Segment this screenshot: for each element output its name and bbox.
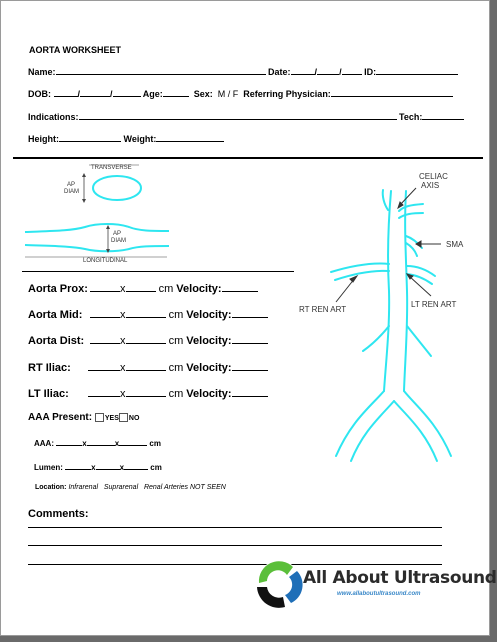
transverse-aorta-ellipse (93, 176, 141, 200)
physician-field[interactable] (331, 87, 453, 97)
aaa-present-row (28, 412, 139, 423)
infrarenal-option[interactable]: Infrarenal (68, 484, 99, 491)
height-row (28, 132, 224, 144)
longitudinal-label: LONGITUDINAL (83, 258, 128, 264)
ap-label: AP (67, 182, 76, 188)
measurement-field-2[interactable] (126, 361, 166, 371)
indications-field[interactable] (79, 110, 397, 120)
unit-cm: cm (168, 335, 184, 347)
measurement-row-aorta-prox (28, 282, 258, 295)
logo-url[interactable]: www.allaboutultrasound.com (337, 591, 421, 597)
lumen-field-1[interactable] (65, 460, 91, 470)
velocity-label: Velocity: (186, 388, 232, 400)
indications-label: Indications: (28, 112, 79, 122)
measurement-label: Aorta Prox: (28, 283, 88, 295)
velocity-field[interactable] (232, 308, 268, 318)
times-sign: x (82, 439, 87, 448)
dob-month-field[interactable] (54, 87, 78, 97)
lumen-label: Lumen: (34, 463, 63, 472)
measurement-field-2[interactable] (126, 387, 166, 397)
name-field[interactable] (56, 65, 266, 75)
times-sign: x (120, 335, 126, 347)
rt-iliac-outer (336, 391, 384, 456)
rt-renal-lower (335, 271, 389, 280)
times-sign: x (120, 388, 126, 400)
diam-label: DIAM (64, 189, 79, 195)
location-label: Location: (35, 484, 67, 491)
lt-renal-arrow-line (409, 276, 431, 296)
lumen-row (34, 460, 162, 472)
velocity-field[interactable] (222, 282, 258, 292)
longitudinal-aorta-upper (25, 224, 169, 232)
sex-options[interactable]: M / F (217, 89, 239, 99)
yes-label: YES (104, 415, 119, 422)
measurement-field-2[interactable] (126, 282, 156, 292)
height-field[interactable] (59, 132, 121, 142)
aaa-field-3[interactable] (119, 436, 147, 446)
measurement-label: RT Iliac: (28, 362, 71, 374)
aorta-measurement-diagram (21, 161, 171, 266)
sma-lower (406, 243, 417, 256)
velocity-label: Velocity: (186, 309, 232, 321)
measurement-field-2[interactable] (126, 308, 166, 318)
aaa-label: AAA: (34, 439, 54, 448)
arrowhead-icon (106, 225, 110, 229)
indications-row (28, 110, 464, 122)
height-label: Height: (28, 134, 59, 144)
unit-cm: cm (149, 439, 161, 448)
unit-cm: cm (158, 283, 174, 295)
velocity-field[interactable] (232, 387, 268, 397)
lt-iliac-outer (404, 391, 451, 456)
id-label: ID: (364, 67, 377, 77)
date-day-field[interactable] (314, 65, 339, 77)
suprarenal-option[interactable]: Suprarenal (103, 484, 139, 491)
dob-year-field[interactable] (113, 87, 141, 97)
celiac-axis-lower (399, 213, 423, 218)
sma-label: SMA (446, 240, 464, 249)
aaa-field-1[interactable] (56, 436, 82, 446)
lumen-field-3[interactable] (124, 460, 148, 470)
not-seen-option[interactable]: Renal Arteries NOT SEEN (143, 484, 226, 491)
logo-wordmark: All About Ultrasound (303, 568, 497, 588)
times-sign: x (114, 439, 120, 448)
rt-ren-art-label: RT REN ART (299, 305, 347, 314)
arrowhead-icon (82, 173, 86, 177)
tech-field[interactable] (422, 110, 464, 120)
celiac-label: CELIAC (419, 172, 448, 181)
measurement-row-rt-iliac (28, 361, 268, 374)
ap-label: AP (113, 231, 122, 237)
location-row (35, 484, 226, 491)
measurement-label: LT Iliac: (28, 388, 69, 400)
physician-label: Referring Physician: (243, 89, 331, 99)
axis-label: AXIS (421, 181, 440, 190)
aaa-present-label: AAA Present: (28, 412, 93, 423)
measurement-field-1[interactable] (88, 361, 120, 371)
comments-label: Comments: (28, 508, 89, 520)
transverse-label: TRANSVERSE (91, 165, 132, 171)
dob-label: DOB: (28, 89, 51, 99)
weight-label: Weight: (123, 134, 157, 144)
measurement-field-1[interactable] (90, 308, 120, 318)
aaa-field-2[interactable] (87, 436, 115, 446)
velocity-label: Velocity: (186, 335, 232, 347)
times-sign: x (91, 463, 96, 472)
lt-iliac-inner (394, 401, 437, 461)
aorta-left-wall (384, 191, 391, 391)
age-label: Age: (142, 89, 163, 99)
weight-field[interactable] (156, 132, 224, 142)
aorta-right-wall (404, 191, 407, 391)
measurement-row-lt-iliac (28, 387, 268, 400)
comments-line-2[interactable] (28, 545, 442, 546)
measurement-field-1[interactable] (88, 387, 120, 397)
sex-label: Sex: (193, 89, 213, 99)
lumbar-left-branch (363, 326, 389, 351)
dob-row (28, 87, 453, 99)
diam-label: DIAM (111, 238, 126, 244)
velocity-field[interactable] (232, 361, 268, 371)
yes-checkbox[interactable] (95, 413, 104, 422)
all-about-ultrasound-logo[interactable] (253, 557, 497, 613)
worksheet-title: AORTA WORKSHEET (29, 45, 121, 55)
lt-ren-art-label: LT REN ART (411, 300, 457, 309)
lumen-field-2[interactable] (96, 460, 120, 470)
name-label: Name: (28, 67, 56, 77)
date-year-field[interactable] (342, 65, 362, 75)
measurement-row-aorta-dist (28, 334, 268, 347)
no-label: NO (128, 415, 140, 422)
date-month-field[interactable] (291, 65, 315, 75)
name-row (28, 65, 458, 77)
longitudinal-aorta-lower (25, 245, 169, 251)
measurement-field-1[interactable] (90, 334, 120, 344)
date-separator: / (314, 67, 318, 77)
measurement-field-1[interactable] (90, 282, 120, 292)
velocity-label: Velocity: (176, 283, 222, 295)
aaa-size-row (34, 436, 161, 448)
section-divider (13, 157, 483, 159)
unit-cm: cm (168, 362, 184, 374)
id-field[interactable] (376, 65, 458, 75)
date-label: Date: (268, 67, 291, 77)
times-sign: x (120, 309, 126, 321)
aorta-anatomy-diagram (291, 166, 471, 466)
unit-cm: cm (150, 463, 162, 472)
unit-cm: cm (168, 309, 184, 321)
velocity-field[interactable] (232, 334, 268, 344)
unit-cm: cm (168, 388, 184, 400)
comments-line-1[interactable] (28, 527, 442, 528)
measurement-divider (22, 271, 294, 272)
arrowhead-icon (350, 276, 357, 282)
times-sign: x (119, 463, 125, 472)
rt-iliac-inner (351, 401, 394, 461)
age-field[interactable] (163, 87, 189, 97)
logo-swirl-icon (253, 557, 305, 611)
times-sign: x (120, 362, 126, 374)
date-separator: / (77, 89, 81, 99)
measurement-label: Aorta Mid: (28, 309, 83, 321)
measurement-field-2[interactable] (126, 334, 166, 344)
no-checkbox[interactable] (119, 413, 128, 422)
dob-day-field[interactable] (77, 87, 110, 99)
date-separator: / (339, 67, 342, 77)
measurement-row-aorta-mid (28, 308, 268, 321)
measurement-label: Aorta Dist: (28, 335, 85, 347)
date-separator: / (110, 89, 113, 99)
times-sign: x (120, 283, 126, 295)
celiac-left-branch (383, 190, 388, 210)
arrowhead-icon (82, 199, 86, 203)
velocity-label: Velocity: (186, 362, 232, 374)
tech-label: Tech: (399, 112, 423, 122)
lumbar-right-branch (407, 326, 431, 356)
aorta-vessels (331, 190, 451, 461)
